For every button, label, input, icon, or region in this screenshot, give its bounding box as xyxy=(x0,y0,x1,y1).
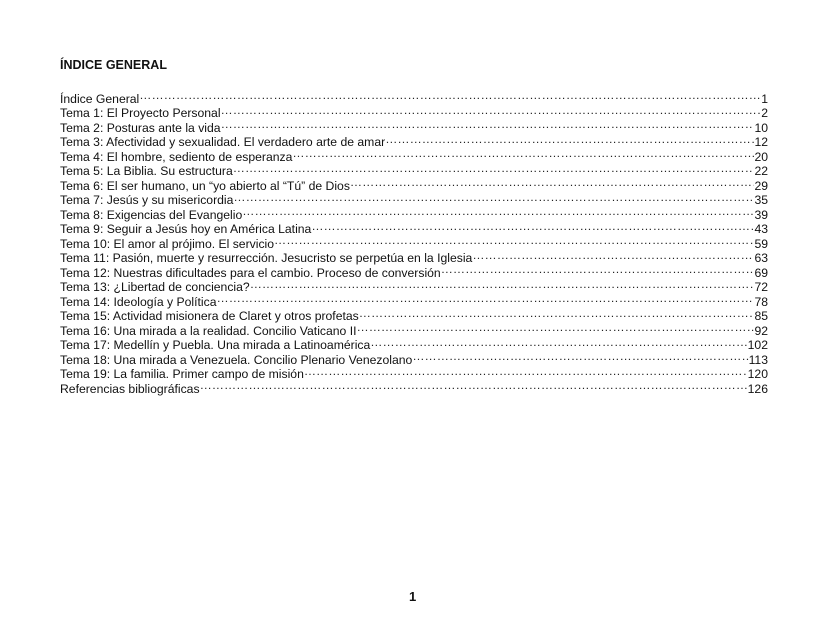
dot-leader xyxy=(139,88,761,103)
toc-entry-label: Índice General xyxy=(60,91,140,106)
toc-entry-label: Tema 18: Una mirada a Venezuela. Concilio Plenario Venezolano xyxy=(60,352,413,367)
toc-entry-label: Referencias bibliográficas xyxy=(60,381,200,396)
dot-leader xyxy=(292,146,754,161)
toc-entry-page: 35 xyxy=(754,193,768,207)
dot-leader xyxy=(441,262,755,277)
toc-entry-label: Tema 1: El Proyecto Personal xyxy=(60,106,221,120)
toc-entry-label: Tema 19: La familia. Primer campo de misión xyxy=(60,367,304,381)
dot-leader xyxy=(274,233,754,248)
index-title: ÍNDICE GENERAL xyxy=(60,58,167,72)
toc-entry-label: Tema 4: El hombre, sediento de esperanza xyxy=(60,149,293,164)
toc-entry-label: Tema 2: Posturas ante la vida xyxy=(60,120,221,135)
toc-entry xyxy=(60,88,768,106)
toc-entry-label: Tema 12: Nuestras dificultades para el cambio. Proceso de conversión xyxy=(60,265,441,280)
toc-entry xyxy=(60,103,768,118)
dot-leader xyxy=(304,364,748,379)
dot-leader xyxy=(233,190,754,205)
toc-entry-page: 12 xyxy=(754,135,768,149)
dot-leader xyxy=(370,335,747,350)
toc-entry-label: Tema 9: Seguir a Jesús hoy en América Latina xyxy=(60,222,312,236)
toc-entry-label: Tema 3: Afectividad y sexualidad. El verdadero arte de amar xyxy=(60,135,386,149)
toc-entry-page: 69 xyxy=(754,265,768,280)
toc-entry-page: 120 xyxy=(747,367,768,381)
toc-entry-page: 72 xyxy=(754,280,768,294)
toc-entry-label: Tema 13: ¿Libertad de conciencia? xyxy=(60,280,250,294)
toc-entry-page: 29 xyxy=(754,178,768,193)
toc-entry-page: 85 xyxy=(754,309,768,323)
toc-entry-label: Tema 8: Exigencias del Evangelio xyxy=(60,207,243,222)
toc-entry-label: Tema 11: Pasión, muerte y resurrección. Jesucristo se perpetúa en la Iglesia xyxy=(60,251,473,265)
page-number: 1 xyxy=(409,589,417,604)
dot-leader xyxy=(472,248,754,263)
dot-leader xyxy=(359,306,755,321)
dot-leader xyxy=(217,291,755,306)
dot-leader xyxy=(221,117,755,132)
table-of-contents xyxy=(60,88,768,396)
toc-entry-label: Tema 14: Ideología y Política xyxy=(60,294,217,309)
toc-entry-page: 78 xyxy=(754,294,768,309)
dot-leader xyxy=(242,204,754,219)
toc-entry-page: 63 xyxy=(754,251,768,265)
dot-leader xyxy=(412,349,748,364)
dot-leader xyxy=(200,378,748,393)
toc-entry-label: Tema 16: Una mirada a la realidad. Concilio Vaticano II xyxy=(60,323,357,338)
toc-entry-page: 113 xyxy=(748,352,768,367)
toc-entry-label: Tema 7: Jesús y su misericordia xyxy=(60,193,234,207)
toc-entry-page: 126 xyxy=(747,381,768,396)
dot-leader xyxy=(350,175,755,190)
dot-leader xyxy=(385,132,754,147)
toc-entry-page: 22 xyxy=(754,164,768,178)
toc-entry-label: Tema 17: Medellín y Puebla. Una mirada a Latinoamérica xyxy=(60,338,371,352)
dot-leader xyxy=(233,161,755,176)
toc-entry-label: Tema 10: El amor al prójimo. El servicio xyxy=(60,236,275,251)
dot-leader xyxy=(221,103,762,118)
toc-entry-page: 102 xyxy=(747,338,768,352)
dot-leader xyxy=(311,219,754,234)
toc-entry-page: 39 xyxy=(754,207,768,222)
toc-entry-page: 10 xyxy=(754,120,768,135)
toc-entry-page: 1 xyxy=(761,91,768,106)
dot-leader xyxy=(357,320,755,335)
toc-entry-label: Tema 5: La Biblia. Su estructura xyxy=(60,164,233,178)
toc-entry-page: 20 xyxy=(754,149,768,164)
toc-entry-page: 92 xyxy=(754,323,768,338)
toc-entry-label: Tema 6: El ser humano, un “yo abierto al “Tú” de Dios xyxy=(60,178,350,193)
toc-entry-page: 59 xyxy=(754,236,768,251)
toc-entry-label: Tema 15: Actividad misionera de Claret y otros profetas xyxy=(60,309,359,323)
dot-leader xyxy=(250,277,755,292)
toc-entry-page: 43 xyxy=(754,222,768,236)
toc-entry-page: 2 xyxy=(761,106,768,120)
